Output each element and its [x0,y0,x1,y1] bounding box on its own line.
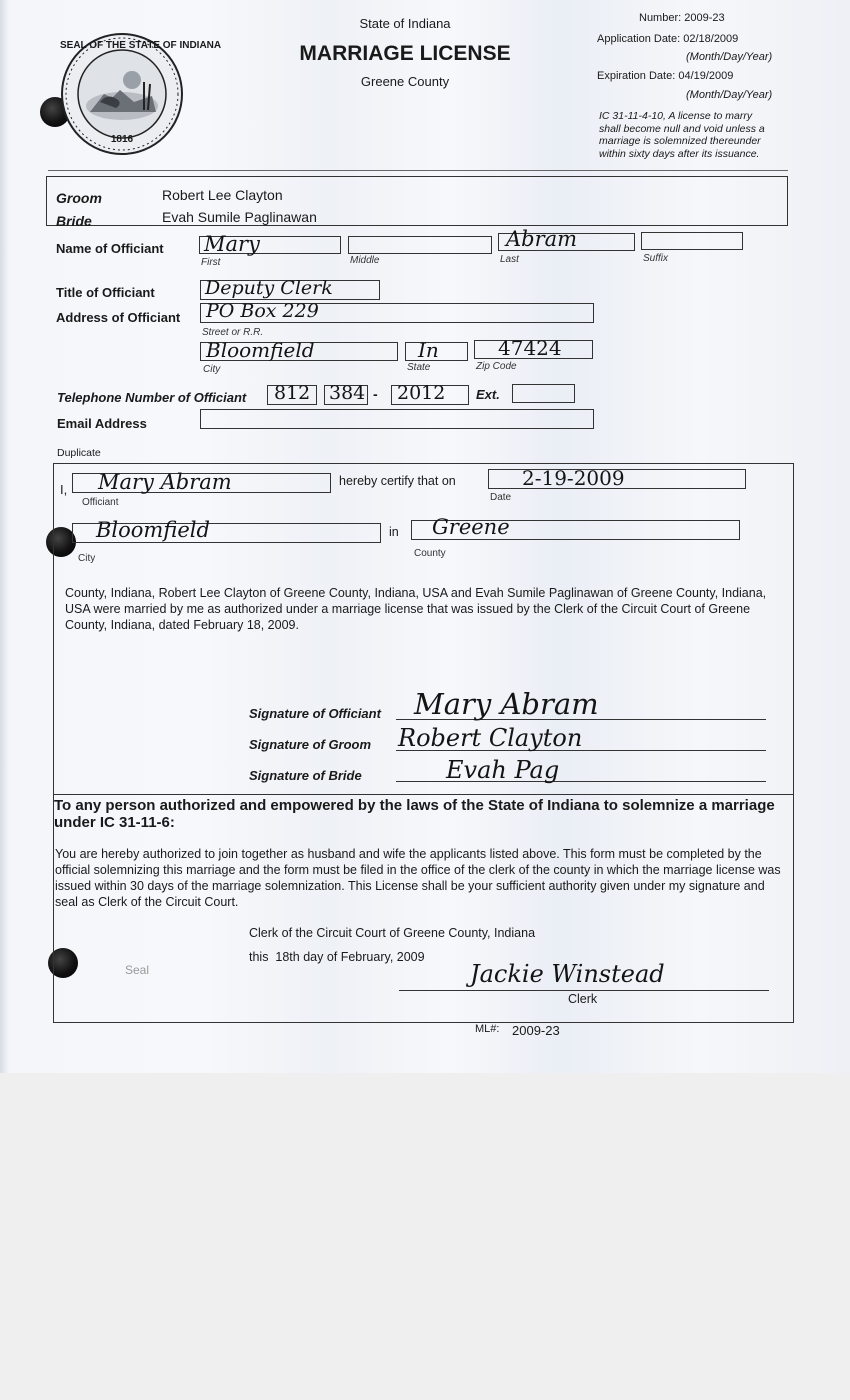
email-label: Email Address [57,416,147,431]
authorization-heading: To any person authorized and empowered by the laws of the State of Indiana to solemnize a marriage under IC 31-11-6: [54,797,775,831]
seal-label: Seal [125,963,150,977]
authorization-body: You are hereby authorized to join together as husband and wife the applicants listed above. This form must be completed by the official solemnizing this marriage and the form must be filed in the office of the clerk of the county in which the marriage license was issued within 30 days of the marriage solemnization. This License shall be your sufficient authority given under my signature and seal as Clerk of the Circuit Court. [55,847,781,909]
statute-note-line: shall become null and void unless a [599,122,765,135]
county-line: Greene County [360,74,450,89]
clerk-label: Clerk [568,992,598,1006]
expiration-date: 04/19/2009 [678,70,734,82]
expiration-date-label: Expiration Date: [597,70,676,82]
duplicate-label: Duplicate [57,447,101,459]
officiant-title-value: Deputy Clerk [205,277,333,299]
statute-note [599,110,765,160]
bride-name: Evah Sumile Paglinawan [162,209,317,225]
certificate-body: County, Indiana, Robert Lee Clayton of Greene County, Indiana, USA and Evah Sumile Paglinawan of Greene County, Indiana, USA were married by me as authorized under a marriage license that was issued by the Clerk of the Circuit Court of Greene County, Indiana, dated February 18, 2009. [65,586,767,632]
officiant-address-label: Address of Officiant [56,310,181,325]
street-label: Street or R.R. [202,327,264,338]
officiant-first-value: Mary [204,232,260,256]
phone-line-value: 2012 [397,382,446,404]
clerk-sig-line [399,990,769,991]
sig-officiant-signature: Mary Abram [414,687,599,721]
seal-year: 1816 [110,134,134,145]
officiant-name-label: Name of Officiant [56,241,164,256]
certify-county-value: Greene [432,515,510,539]
groom-name: Robert Lee Clayton [162,187,283,203]
sig-officiant-label: Signature of Officiant [249,706,381,721]
number-row [639,12,725,24]
officiant-suffix-field[interactable] [641,232,743,250]
number-label: Number: [639,12,682,24]
authorization-divider [53,794,793,795]
license-number: 2009-23 [684,12,725,24]
statute-note-line: within sixty days after its issuance. [599,147,760,160]
statute-note-line: marriage is solemnized thereunder [599,135,761,147]
first-label: First [201,257,221,268]
state-line: State of Indiana [359,16,451,31]
officiant-phone-label: Telephone Number of Officiant [57,390,247,405]
phone-prefix-value: 384 [329,382,366,404]
certify-county-label: County [414,548,446,559]
clerk-signature: Jackie Winstead [470,960,665,988]
date-format-hint: (Month/Day/Year) [686,51,773,63]
statute-note-line: IC 31-11-4-10, A license to marry [599,110,753,122]
certify-i-label: I, [60,482,68,497]
email-field[interactable] [200,409,594,429]
zip-label: Zip Code [476,361,517,372]
groom-label: Groom [56,190,102,206]
officiant-last-value: Abram [506,227,578,251]
expiration-date-row [597,70,733,82]
state-seal [60,32,222,156]
certify-city-label: City [78,553,96,564]
certify-officiant-label: Officiant [82,497,119,508]
city-label: City [203,364,221,375]
certify-officiant-value: Mary Abram [98,470,232,494]
ml-label: ML#: [475,1023,500,1035]
application-date: 02/18/2009 [683,33,739,45]
sig-bride-label: Signature of Bride [249,768,362,783]
phone-ext-field[interactable] [512,384,575,403]
state-label: State [407,362,431,373]
middle-label: Middle [350,255,380,266]
ext-label: Ext. [476,387,500,402]
seal-ring-text: SEAL OF THE STATE OF INDIANA [60,40,222,51]
officiant-city-value: Bloomfield [206,338,315,362]
officiant-street-value: PO Box 229 [206,300,319,322]
phone-dash: - [373,386,378,402]
header-divider [48,170,788,171]
certify-city-value: Bloomfield [96,518,210,542]
issued-date-line: this 18th day of February, 2009 [249,950,425,964]
certify-date-value: 2-19-2009 [522,466,625,490]
ml-number: 2009-23 [512,1023,560,1038]
officiant-middle-field[interactable] [348,236,492,254]
sig-groom-signature: Robert Clayton [398,724,583,752]
application-date-row [597,33,738,45]
officiant-zip-value: 47424 [498,336,562,360]
phone-area-value: 812 [274,382,311,404]
sig-groom-label: Signature of Groom [249,737,372,752]
certify-in-text: in [389,525,399,539]
page-title: MARRIAGE LICENSE [299,42,511,65]
date-format-hint: (Month/Day/Year) [686,89,773,101]
certify-text: hereby certify that on [339,474,456,488]
bride-label: Bride [56,213,92,229]
sig-bride-signature: Evah Pag [446,756,560,784]
clerk-court-line: Clerk of the Circuit Court of Greene County, Indiana [249,926,536,940]
officiant-state-value: In [418,338,439,362]
parties-box [46,176,788,226]
certify-date-label: Date [490,492,512,503]
last-label: Last [500,254,519,265]
officiant-title-label: Title of Officiant [56,285,155,300]
application-date-label: Application Date: [597,33,681,45]
suffix-label: Suffix [643,253,669,264]
